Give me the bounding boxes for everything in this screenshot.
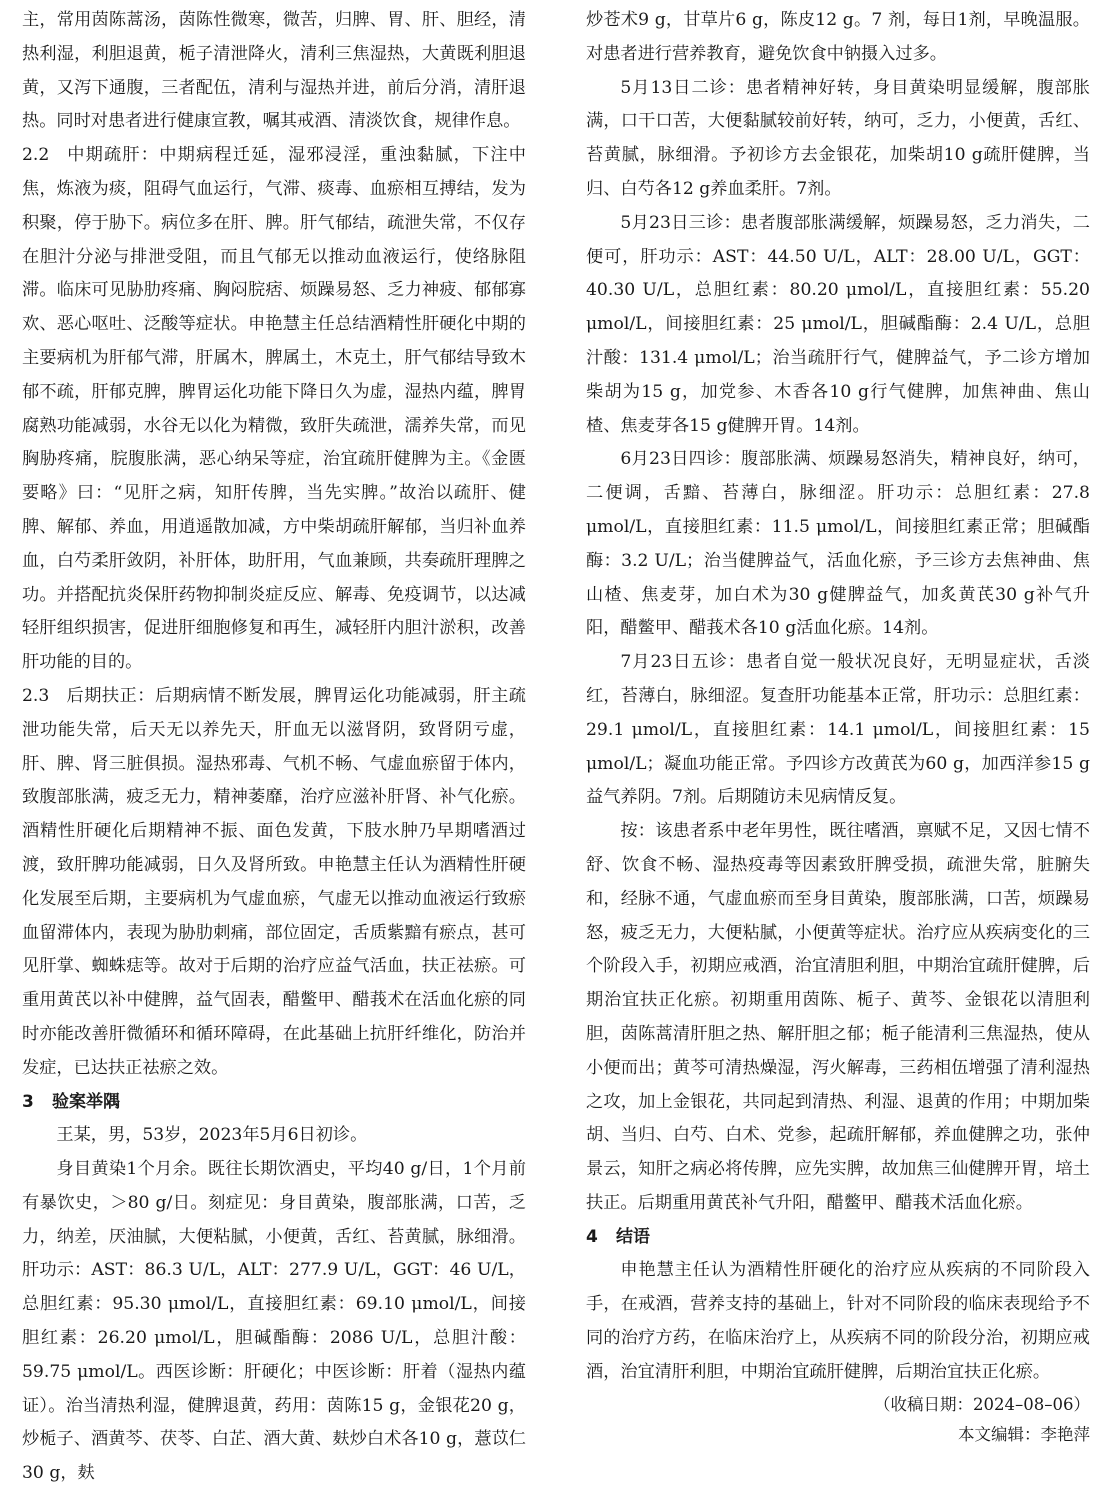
subsection-number: 2.3 [22, 685, 50, 706]
fifth-visit: 7月23日五诊：患者自觉一般状况良好，无明显症状，舌淡红，苔薄白，脉细涩。复查肝功能基本正常，肝功示：总胆红素：29.1 μmol/L，直接胆红素：14.1 μmol/L，间接胆红素：15 μmol/L；凝血功能正常。予四诊方改黄芪为60 g，加西洋参15 g益气养阴。7剂。后期随访未见病情反复。 [586, 652, 1090, 808]
conclusion: 申艳慧主任认为酒精性肝硬化的治疗应从疾病的不同阶段入手，在戒酒，营养支持的基础上，针对不同阶段的临床表现给予不同的治疗方药，在临床治疗上，从疾病不同的阶段分治，初期应戒酒，治宜清肝利胆，中期治宜疏肝健脾，后期治宜扶正化瘀。 [586, 1260, 1090, 1382]
case-intro: 王某，男，53岁，2023年5月6日初诊。 [56, 1125, 368, 1146]
section-heading-4 [586, 1221, 1090, 1255]
editor-credit: 本文编辑：李艳萍 [958, 1424, 1090, 1444]
section-number: 4 [586, 1226, 598, 1247]
third-visit: 5月23日三诊：患者腹部胀满缓解，烦躁易怒，乏力消失，二便可，肝功示：AST：44.50 U/L，ALT：28.00 U/L，GGT：40.30 U/L，总胆红素：80.20 μmol/L，直接胆红素：55.20 μmol/L，间接胆红素：25 μmol/L，胆碱酯酶：2.4 U/L，总胆汁酸：131.4 μmol/L；治当疏肝行气，健脾益气，予二诊方增加柴胡为15 g，加党参、木香各10 g行气健脾，加焦神曲、焦山楂、焦麦芽各15 g健脾开胃。14剂。 [586, 212, 1090, 436]
subsection-2-2 [22, 139, 526, 680]
subsection-text: 后期扶正：后期病情不断发展，脾胃运化功能减弱，肝主疏泄功能失常，后天无以养先天，肝血无以滋肾阴，致肾阴亏虚，肝、脾、肾三脏俱损。湿热邪毒、气机不畅、气虚血瘀留于体内，致腹部胀满，疲乏无力，精神萎靡，治疗应滋补肝肾、补气化瘀。酒精性肝硬化后期精神不振、面色发黄，下肢水肿乃早期嗜酒过渡，致肝脾功能减弱，日久及肾所致。申艳慧主任认为酒精性肝硬化发展至后期，主要病机为气虚血瘀，气虚无以推动血液运行致瘀血留滞体内，表现为胁肋刺痛，部位固定，舌质紫黯有瘀点，甚可见肝掌、蜘蛛痣等。故对于后期的治疗应益气活血，扶正祛瘀。可重用黄芪以补中健脾，益气固表，醋鳖甲、醋莪术在活血化瘀的同时亦能改善肝微循环和循环障碍，在此基础上抗肝纤维化，防治并发症，已达扶正祛瘀之效。 [22, 685, 526, 1078]
section-title: 验案举隅 [52, 1091, 120, 1112]
left-column [22, 4, 526, 1491]
case-body: 身目黄染1个月余。既往长期饮酒史，平均40 g/日，1个月前有暴饮史，＞80 g/日。刻症见：身目黄染，腹部胀满，口苦，乏力，纳差，厌油腻，大便粘腻，小便黄，舌红、苔黄腻，脉细滑。肝功示：AST：86.3 U/L，ALT：277.9 U/L，GGT：46 U/L，总胆红素：95.30 μmol/L，直接胆红素：69.10 μmol/L，间接胆红素：26.20 μmol/L，胆碱酯酶：2086 U/L，总胆汁酸：59.75 μmol/L。西医诊断：肝硬化；中医诊断：肝着（湿热内蕴证）。治当清热利湿，健脾退黄，药用：茵陈15 g，金银花20 g，炒栀子、酒黄芩、茯苓、白芷、酒大黄、麸炒白术各10 g，薏苡仁30 g，麸 [22, 1159, 526, 1484]
section-heading-3 [22, 1086, 526, 1120]
subsection-2-3 [22, 680, 526, 1086]
paragraph-continuation: 炒苍术9 g，甘草片6 g，陈皮12 g。7 剂，每日1剂，早晚温服。对患者进行营养教育，避免饮食中钠摄入过多。 [586, 10, 1090, 64]
second-visit: 5月13日二诊：患者精神好转，身目黄染明显缓解，腹部胀满，口干口苦，大便黏腻较前好转，纳可，乏力，小便黄，舌红、苔黄腻，脉细滑。予初诊方去金银花，加柴胡10 g疏肝健脾，当归、白芍各12 g养血柔肝。7剂。 [586, 77, 1090, 199]
right-column [586, 4, 1090, 1450]
subsection-number: 2.2 [22, 145, 50, 166]
paragraph-continuation: 主，常用茵陈蒿汤，茵陈性微寒，微苦，归脾、胃、肝、胆经，清热利湿，利胆退黄，栀子清泄降火，清利三焦湿热，大黄既利胆退黄，又泻下通腹，三者配伍，清利与湿热并进，前后分消，清肝退热。同时对患者进行健康宣教，嘱其戒酒、清淡饮食，规律作息。 [22, 10, 526, 132]
fourth-visit: 6月23日四诊：腹部胀满、烦躁易怒消失，精神良好，纳可，二便调，舌黯、苔薄白，脉细涩。肝功示：总胆红素：27.8 μmol/L，直接胆红素：11.5 μmol/L，间接胆红素正常；胆碱酯酶：3.2 U/L；治当健脾益气，活血化瘀，予三诊方去焦神曲、焦山楂、焦麦芽，加白术为30 g健脾益气，加炙黄芪30 g补气升阳，醋鳖甲、醋莪术各10 g活血化瘀。14剂。 [586, 449, 1090, 639]
received-date: （收稿日期：2024–08–06） [874, 1394, 1090, 1414]
subsection-text: 中期疏肝：中期病程迁延，湿邪浸淫，重浊黏腻，下注中焦，炼液为痰，阻碍气血运行，气滞、痰毒、血瘀相互搏结，发为积聚，停于胁下。病位多在肝、脾。肝气郁结，疏泄失常，不仅存在胆汁分泌与排泄受阻，而且气郁无以推动血液运行，使络脉阻滞。临床可见胁肋疼痛、胸闷脘痞、烦躁易怒、乏力神疲、郁郁寡欢、恶心呕吐、泛酸等症状。申艳慧主任总结酒精性肝硬化中期的主要病机为肝郁气滞，肝属木，脾属土，木克土，肝气郁结导致木郁不疏，肝郁克脾，脾胃运化功能下降日久为虚，湿热内蕴，脾胃腐熟功能减弱，水谷无以化为精微，致肝失疏泄，濡养失常，而见胸胁疼痛，脘腹胀满，恶心纳呆等症，治宜疏肝健脾为主。《金匮要略》曰：“见肝之病，知肝传脾，当先实脾。”故治以疏肝、健脾、解郁、养血，用逍遥散加减，方中柴胡疏肝解郁，当归补血养血，白芍柔肝敛阴，补肝体，助肝用，气血兼顾，共奏疏肝理脾之功。并搭配抗炎保肝药物抑制炎症反应、解毒、免疫调节，以达减轻肝组织损害，促进肝细胞修复和再生，减轻肝内胆汁淤积，改善肝功能的目的。 [22, 145, 526, 673]
section-title: 结语 [616, 1226, 650, 1247]
section-number: 3 [22, 1091, 34, 1112]
commentary: 按：该患者系中老年男性，既往嗜酒，禀赋不足，又因七情不舒、饮食不畅、湿热疫毒等因素致肝脾受损，疏泄失常，脏腑失和，经脉不通，气虚血瘀而至身目黄染，腹部胀满，口苦，烦躁易怒，疲乏无力，大便粘腻，小便黄等症状。治疗应从疾病变化的三个阶段入手，初期应戒酒，治宜清胆利胆，中期治宜疏肝健脾，后期治宜扶正化瘀。初期重用茵陈、栀子、黄芩、金银花以清胆利胆，茵陈蒿清肝胆之热、解肝胆之郁；栀子能清利三焦湿热，使从小便而出；黄芩可清热燥湿，泻火解毒，三药相伍增强了清利湿热之攻，加上金银花，共同起到清热、利湿、退黄的作用；中期加柴胡、当归、白芍、白术、党参，起疏肝解郁，养血健脾之功，张仲景云，知肝之病必将传脾，应先实脾，故加焦三仙健脾开胃，培土扶正。后期重用黄芪补气升阳，醋鳖甲、醋莪术活血化瘀。 [586, 821, 1090, 1213]
